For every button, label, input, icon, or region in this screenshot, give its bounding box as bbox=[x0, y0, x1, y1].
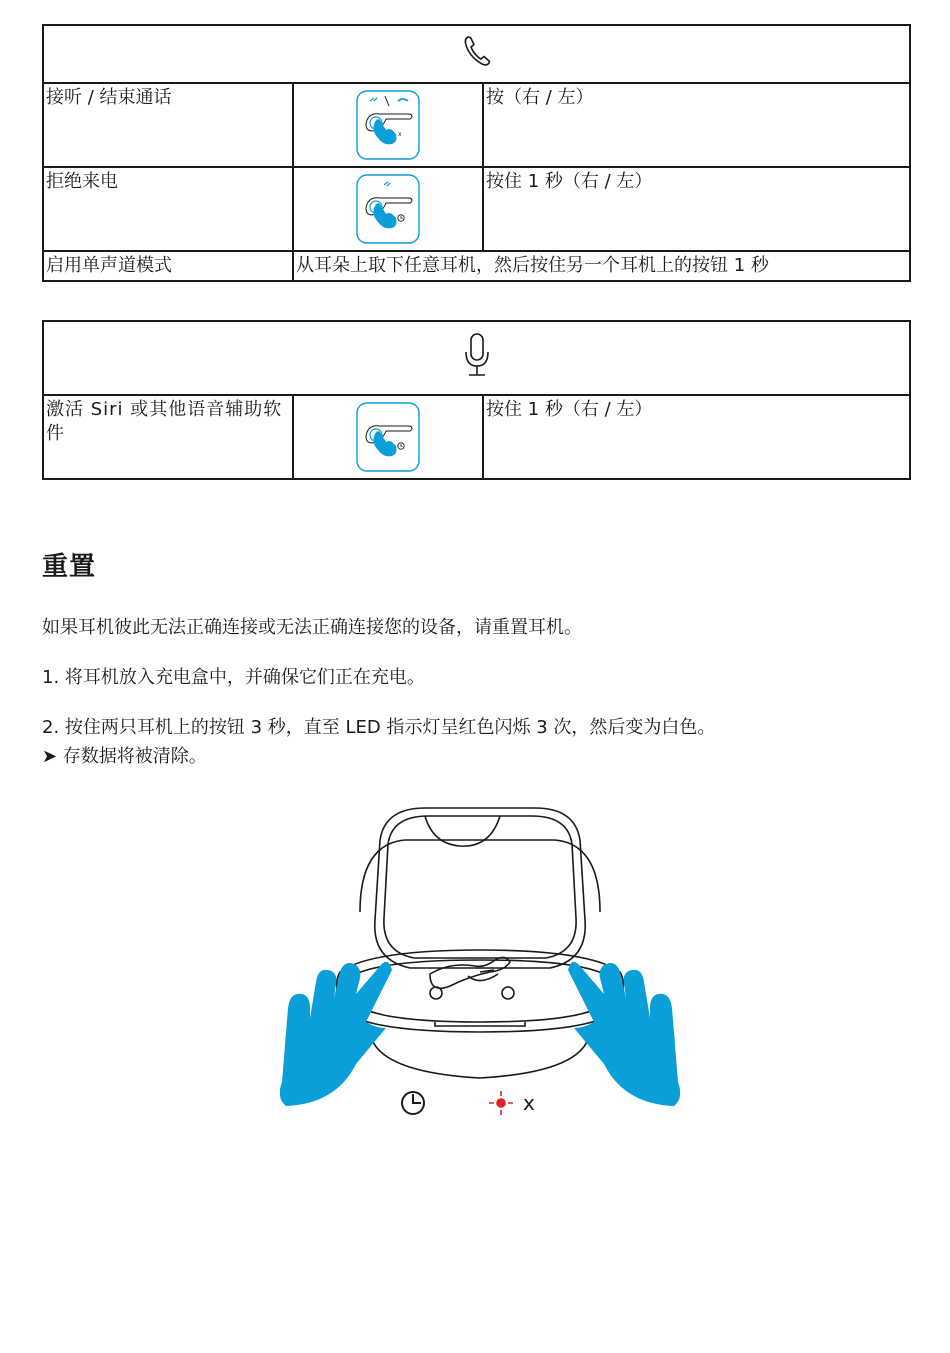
microphone-icon bbox=[463, 332, 491, 378]
illustration-cell bbox=[293, 83, 483, 167]
action-cell: 拒绝来电 bbox=[43, 167, 293, 251]
blink-count-label: x bbox=[523, 1091, 535, 1115]
hold-earbud-illustration bbox=[356, 174, 420, 244]
table-row bbox=[43, 395, 910, 479]
illustration-cell bbox=[293, 395, 483, 479]
table-row bbox=[43, 251, 910, 281]
illustration-cell bbox=[293, 167, 483, 251]
reset-intro: 如果耳机彼此无法正确连接或无法正确连接您的设备，请重置耳机。 bbox=[42, 617, 582, 638]
reset-step-1: 1. 将耳机放入充电盒中，并确保它们正在充电。 bbox=[42, 667, 425, 688]
table-header bbox=[43, 25, 910, 83]
hold-earbud-illustration bbox=[356, 402, 420, 472]
call-controls-table bbox=[42, 24, 911, 282]
section-title: 重置 bbox=[42, 552, 97, 582]
table-header-row bbox=[43, 25, 910, 83]
led-blink-icon bbox=[489, 1091, 513, 1115]
table-header-row bbox=[43, 321, 910, 395]
reset-step-2 bbox=[42, 713, 715, 771]
action-cell: 激活 Siri 或其他语音辅助软件 bbox=[43, 395, 293, 479]
table-row bbox=[43, 167, 910, 251]
voice-controls-table bbox=[42, 320, 911, 480]
right-hand bbox=[568, 962, 680, 1106]
clock-icon bbox=[402, 1092, 424, 1114]
table-header bbox=[43, 321, 910, 395]
charging-case-outline bbox=[337, 808, 624, 1078]
operation-cell: 按住 1 秒（右 / 左） bbox=[483, 167, 910, 251]
operation-cell: 按住 1 秒（右 / 左） bbox=[483, 395, 910, 479]
operation-cell: 按（右 / 左） bbox=[483, 83, 910, 167]
tap-earbud-illustration bbox=[356, 90, 420, 160]
table-row bbox=[43, 83, 910, 167]
reset-step-2-result: ➤ 存数据将被清除。 bbox=[42, 746, 207, 767]
operation-cell: 从耳朵上取下任意耳机，然后按住另一个耳机上的按钮 1 秒 bbox=[293, 251, 910, 281]
action-cell: 接听 / 结束通话 bbox=[43, 83, 293, 167]
left-hand bbox=[280, 962, 392, 1106]
phone-icon bbox=[462, 34, 492, 68]
reset-step-2-text: 2. 按住两只耳机上的按钮 3 秒，直至 LED 指示灯呈红色闪烁 3 次，然后变为白色。 bbox=[42, 717, 716, 738]
svg-text:x: x bbox=[398, 131, 402, 138]
action-cell: 启用单声道模式 bbox=[43, 251, 293, 281]
reset-illustration bbox=[280, 800, 680, 1130]
